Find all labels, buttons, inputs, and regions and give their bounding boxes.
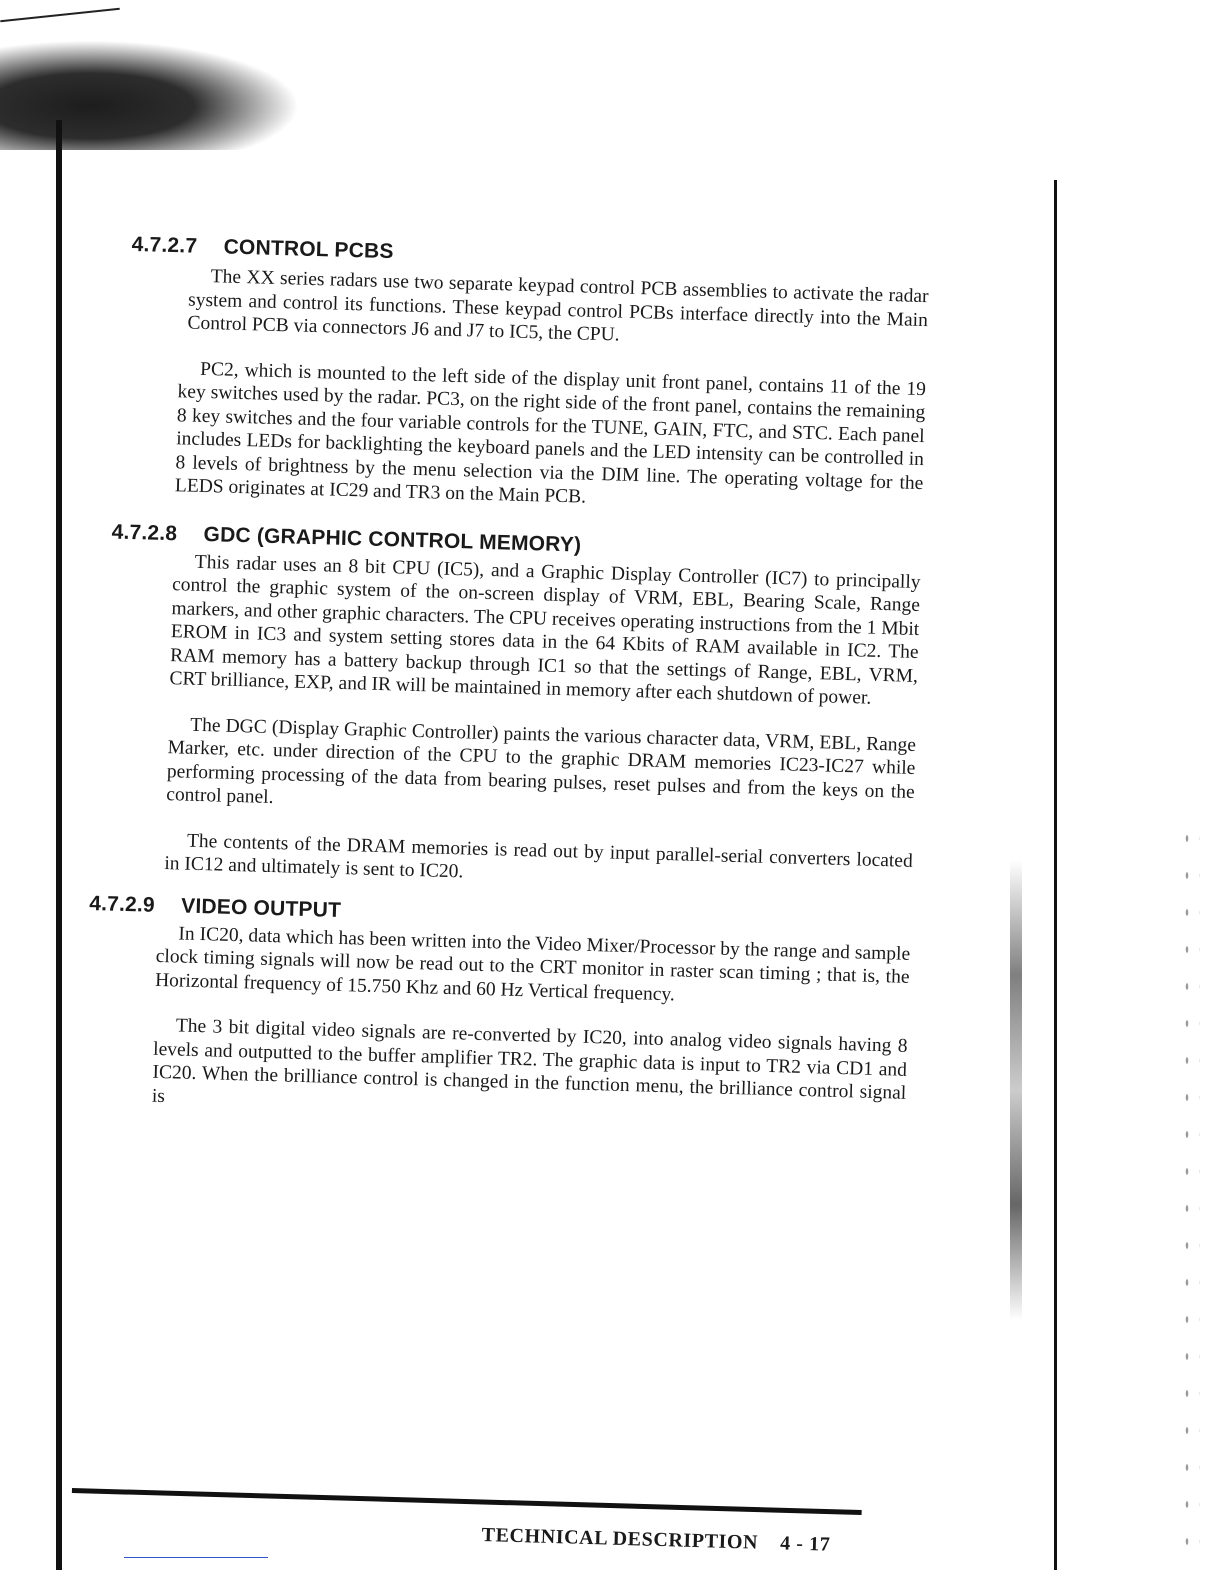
paragraph: In IC20, data which has been written into the Video Mixer/Processor by the range and sample clock timing signals will now be read out to the CRT monitor in raster scan timing ; that is, the Horizontal frequency of 15.750 Khz and 60 Hz Vertical frequency.: [154, 922, 911, 1005]
section-gdc: [102, 520, 922, 896]
page-right-edge: [1054, 180, 1057, 1570]
section-title: GDC (GRAPHIC CONTROL MEMORY): [203, 522, 582, 557]
section-number: 4.7.2.9: [88, 891, 156, 917]
page-footer: [481, 1524, 830, 1557]
paragraph: The 3 bit digital video signals are re-converted by IC20, into analog video signals having 8 levels and outputted to the buffer amplifier TR2. The graphic data is input to TR2 via CD1 and IC20. When the brilliance control is changed in the function menu, the brilliance control signal is: [151, 1015, 908, 1107]
scan-artifact-blue-line: [124, 1557, 268, 1558]
section-title: CONTROL PCBS: [223, 235, 394, 264]
section-number: 4.7.2.7: [131, 232, 198, 258]
paragraph: The DGC (Display Graphic Controller) paints the various character data, VRM, EBL, Range Marker, etc. under direction of the CPU to the graphic DRAM memories IC23-IC27 while performing processing of the data from bearing pulses, reset pulses and from the keys on the control panel.: [166, 714, 917, 809]
paragraph: This radar uses an 8 bit CPU (IC5), and a Graphic Display Controller (IC7) to principally control the graphic system of the on-screen display of VRM, EBL, Bearing Scale, Range markers, and other graphic characters. The CPU receives operating instructions from the 1 Mbit EROM in IC3 and system setting stores data in the 64 Kbits of RAM available in IC2. The RAM memory has a battery backup through IC1 so that the settings of Range, EBL, VRM, CRT brilliance, EXP, and IR will be maintained in memory after each shutdown of power.: [169, 551, 921, 709]
paragraph: The XX series radars use two separate keypad control PCB assemblies to activate the radar system and control its functions. These keypad control PCBs interface directly into the Main Control PCB via connectors J6 and J7 to IC5, the CPU.: [187, 266, 929, 346]
footer-title: TECHNICAL DESCRIPTION: [481, 1524, 759, 1554]
scan-artifact-smudge: [1010, 860, 1022, 1320]
section-control-pcbs: [125, 233, 930, 519]
scan-artifact-specks: [1180, 820, 1200, 1560]
section-number: 4.7.2.8: [111, 519, 178, 545]
paragraph: The contents of the DRAM memories is read out by input parallel-serial converters located in IC12 and ultimately is sent to IC20.: [164, 830, 914, 883]
page-number: 4 - 17: [779, 1532, 831, 1556]
scan-artifact-blot: [0, 40, 300, 150]
scan-artifact-line: [0, 8, 120, 23]
paragraph: PC2, which is mounted to the left side of the display unit front panel, contains 11 of the 19 key switches used by the radar. PC3, on the right side of the front panel, contains the remaining 8 key switches and the four variable controls for the TUNE, GAIN, FTC, and STC. Each panel includes LEDs for backlighting the keyboard panels and the LED intensity can be controlled in 8 levels of brightness by the menu selection via the DIM line. The operating voltage for the LEDS originates at IC29 and TR3 on the Main PCB.: [174, 358, 927, 508]
section-video-output: [84, 891, 912, 1128]
section-title: VIDEO OUTPUT: [180, 894, 342, 922]
footer-rule: [72, 1488, 862, 1515]
document-body: [76, 232, 930, 1129]
page-left-edge: [56, 120, 62, 1570]
